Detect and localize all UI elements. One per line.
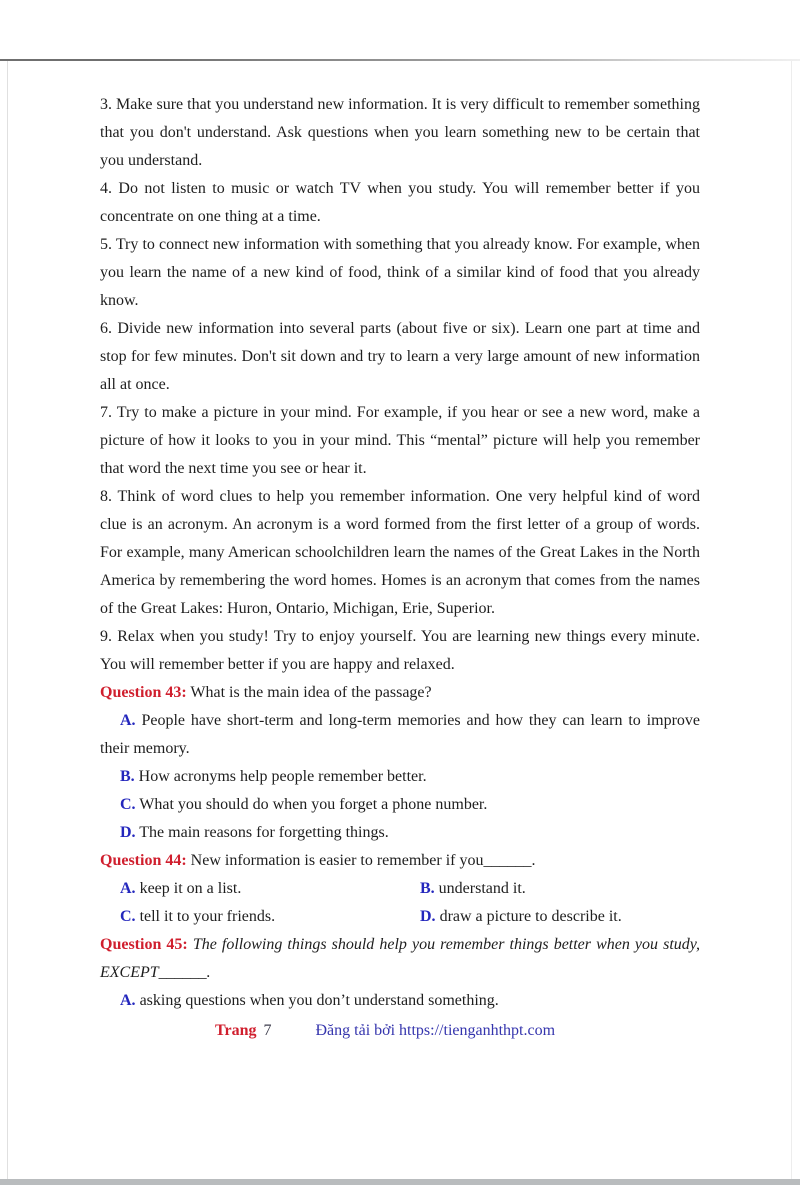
option-text: tell it to your friends. [135, 908, 276, 925]
option-letter: A. [120, 712, 136, 729]
option-text: How acronyms help people remember better. [134, 768, 427, 785]
scan-left-edge [7, 61, 8, 1179]
credit-link[interactable]: Đăng tải bởi https://tienganhthpt.com [315, 1022, 556, 1039]
option [100, 763, 700, 791]
option [120, 903, 420, 931]
option-letter: D. [420, 908, 436, 925]
question-text: What is the main idea of the passage? [186, 684, 432, 701]
passage-paragraph: 9. Relax when you study! Try to enjoy yourself. You are learning new things every minute. You will remember better if you are happy and relaxed. [100, 628, 700, 673]
document-content [0, 61, 800, 1044]
option-row [100, 903, 700, 931]
scan-top-edge [0, 59, 800, 61]
option-text: People have short-term and long-term memories and how they can learn to improve their memory. [100, 712, 700, 757]
scan-right-edge [791, 61, 792, 1179]
question-text: New information is easier to remember if you______. [186, 852, 536, 869]
passage-paragraph: 8. Think of word clues to help you remember information. One very helpful kind of word clue is an acronym. An acronym is a word formed from the first letter of a group of words. For example, many American schoolchildren learn the names of the Great Lakes in the North America by remembering the word homes. Homes is an acronym that comes from the names of the Great Lakes: Huron, Ontario, Michigan, Erie, Superior. [100, 488, 700, 617]
option-text: draw a picture to describe it. [435, 908, 622, 925]
page-label: Trang [215, 1022, 257, 1039]
option [100, 791, 700, 819]
option-text: asking questions when you don’t understand something. [135, 992, 499, 1009]
page-number: 7 [263, 1022, 272, 1039]
option [120, 875, 420, 903]
option-letter: C. [120, 796, 136, 813]
passage-paragraph: 4. Do not listen to music or watch TV when you study. You will remember better if you concentrate on one thing at a time. [100, 180, 700, 225]
question-label: Question 43: [100, 684, 187, 701]
option-letter: C. [120, 908, 136, 925]
passage [100, 91, 700, 679]
question [100, 931, 700, 987]
question-label: Question 45: [100, 936, 188, 953]
passage-paragraph: 3. Make sure that you understand new information. It is very difficult to remember something that you don't understand. Ask questions when you learn something new to be certain that you understand. [100, 96, 700, 169]
option-letter: B. [420, 880, 435, 897]
option-row [100, 875, 700, 903]
scan-bottom-edge [0, 1179, 800, 1185]
option-letter: A. [120, 992, 136, 1009]
question [100, 679, 700, 707]
option-text: understand it. [434, 880, 526, 897]
question-label: Question 44: [100, 852, 187, 869]
passage-paragraph: 7. Try to make a picture in your mind. For example, if you hear or see a new word, make a picture of how it looks to you in your mind. This “mental” picture will help you remember that word the next time you see or hear it. [100, 404, 700, 477]
question-text: The following things should help you remember things better when you study, EXCEPT______. [100, 936, 700, 981]
option-text: keep it on a list. [135, 880, 242, 897]
page-footer [100, 1018, 700, 1044]
option-letter: B. [120, 768, 135, 785]
option-letter: A. [120, 880, 136, 897]
option-letter: D. [120, 824, 136, 841]
questions [100, 679, 700, 1015]
option [100, 987, 700, 1015]
option [420, 875, 700, 903]
question [100, 847, 700, 875]
option-text: The main reasons for forgetting things. [135, 824, 389, 841]
passage-paragraph: 6. Divide new information into several parts (about five or six). Learn one part at time and stop for few minutes. Don't sit down and try to learn a very large amount of new information all at once. [100, 320, 700, 393]
option-text: What you should do when you forget a phone number. [135, 796, 488, 813]
option [100, 819, 700, 847]
passage-paragraph: 5. Try to connect new information with something that you already know. For example, when you learn the name of a new kind of food, think of a similar kind of food that you already know. [100, 236, 700, 309]
option [420, 903, 700, 931]
option [100, 707, 700, 763]
